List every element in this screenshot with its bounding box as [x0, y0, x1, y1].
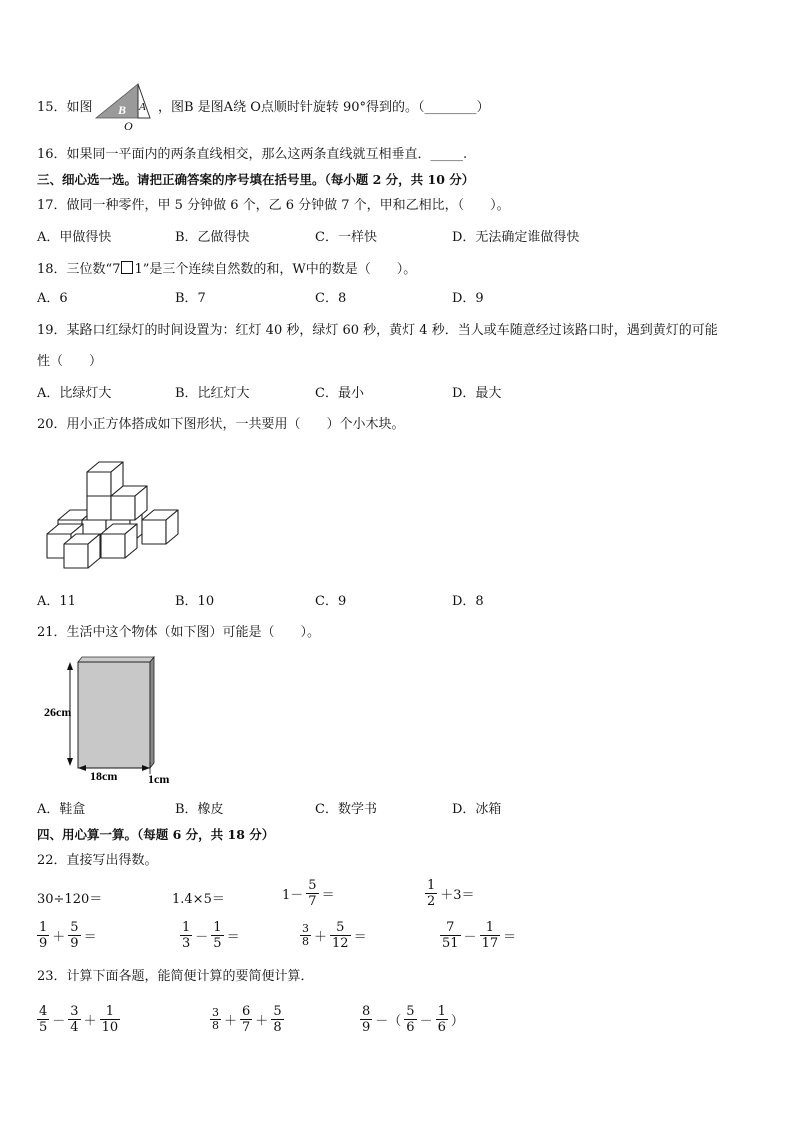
- q21-option-b[interactable]: B．橡皮: [175, 802, 224, 817]
- cube: [64, 534, 100, 568]
- book-spine: [150, 657, 154, 768]
- q20-option-b[interactable]: B．10: [175, 594, 215, 609]
- fraction: $\frac{8}{9}$: [362, 1004, 371, 1035]
- fraction: $\frac{1}{10}$: [101, 1004, 119, 1035]
- q23-calc-2: $\frac{3}{8}$ ＋ $\frac{6}{7}$ ＋ $\frac{5}{8}$: [212, 1004, 282, 1035]
- section-4-heading: 四、用心算一算。（每题 6 分，共 18 分）: [37, 827, 275, 842]
- fraction: $\frac{3}{8}$: [212, 1006, 219, 1032]
- fraction: $\frac{3}{8}$: [302, 922, 309, 948]
- q23-calc-1: $\frac{4}{5}$ － $\frac{3}{4}$ ＋ $\frac{1}{10}$: [39, 1004, 119, 1035]
- q21-option-a[interactable]: A．鞋盒: [37, 802, 86, 817]
- q22-expr-8: $\frac{7}{51}$ － $\frac{1}{17}$ ＝: [442, 920, 517, 951]
- q22-expr-3: [282, 878, 335, 909]
- q17-option-a[interactable]: A．甲做得快: [37, 230, 112, 245]
- q23-calc-3: $\frac{8}{9}$ －（ $\frac{5}{6}$ － $\frac{1}{6}$ ）: [362, 1004, 464, 1035]
- q19-option-d[interactable]: D．最大: [452, 386, 502, 401]
- section-3-heading: 三、细心选一选。请把正确答案的序号填在括号里。（每小题 2 分，共 10 分）: [37, 172, 475, 187]
- q23-text: 23．计算下面各题，能简便计算的要简便计算．: [37, 969, 314, 984]
- fraction: $\frac{6}{7}$: [242, 1004, 251, 1035]
- q21-text: 21．生活中这个物体（如下图）可能是（ ）。: [37, 625, 321, 640]
- fraction: $\frac{7}{51}$: [442, 920, 459, 951]
- q18-option-a[interactable]: A．6: [37, 291, 68, 306]
- fraction: $\frac{1}{3}$: [182, 920, 191, 951]
- label-o: O: [124, 119, 133, 132]
- q18-text: [37, 261, 416, 279]
- label-b: B: [118, 103, 127, 117]
- fraction: $\frac{5}{6}$: [406, 1004, 415, 1035]
- fraction: $\frac{4}{5}$: [39, 1004, 48, 1035]
- q22-expr-6: $\frac{1}{3}$ － $\frac{1}{5}$ ＝: [182, 920, 240, 951]
- missing-digit-box: [121, 261, 133, 274]
- rotation-figure: [94, 80, 156, 132]
- fraction: $\frac{1}{5}$: [213, 920, 222, 951]
- q22-expr-1: [37, 888, 102, 907]
- cube: [101, 524, 137, 558]
- triangle-b: [96, 84, 138, 118]
- q19-line1: 19．某路口红绿灯的时间设置为：红灯 40 秒，绿灯 60 秒，黄灯 4 秒．当人或车随意经过该路口时，遇到黄灯的可能: [37, 323, 718, 338]
- cube: [87, 462, 123, 496]
- q17-option-d[interactable]: D．无法确定谁做得快: [452, 230, 580, 245]
- q21-option-d[interactable]: D．冰箱: [452, 802, 502, 817]
- q18-text-b: 1”是三个连续自然数的和，W中的数是（ ）。: [134, 262, 417, 277]
- q19-option-b[interactable]: B．比红灯大: [175, 386, 250, 401]
- q15-text: ，图B 是图A绕 O点顺时针旋转 90°得到的。（________）: [158, 100, 490, 115]
- q16: [37, 146, 467, 164]
- q18-text-a: 18．三位数“7: [37, 262, 121, 277]
- fraction: $\frac{1}{17}$: [481, 920, 499, 951]
- width-label: 18cm: [90, 769, 118, 783]
- q18-option-b[interactable]: B．7: [175, 291, 206, 306]
- fraction: $\frac{5}{8}$: [273, 1004, 282, 1035]
- expr-text: ＝: [321, 888, 335, 903]
- fraction: $\frac{1}{2}$: [427, 878, 436, 909]
- q20-option-a[interactable]: A．11: [37, 594, 76, 609]
- fraction: $\frac{5}{9}$: [70, 920, 79, 951]
- depth-label: 1cm: [148, 772, 170, 786]
- q16-text: 16．如果同一平面内的两条直线相交，那么这两条直线就互相垂直．: [37, 147, 431, 162]
- q18-option-d[interactable]: D．9: [452, 291, 484, 306]
- q16-end: .: [463, 147, 468, 162]
- q22-text: 22．直接写出得数。: [37, 853, 158, 868]
- q16-blank[interactable]: _____: [430, 147, 464, 162]
- q22-expr-5: $\frac{1}{9}$ ＋ $\frac{5}{9}$ ＝: [39, 920, 97, 951]
- q21-option-c[interactable]: C．数学书: [315, 802, 377, 817]
- q15-number: 15．如图: [37, 100, 93, 115]
- q17-option-b[interactable]: B．乙做得快: [175, 230, 250, 245]
- q19-option-a[interactable]: A．比绿灯大: [37, 386, 112, 401]
- height-label: 26cm: [44, 705, 72, 719]
- expr-text: 1－: [282, 888, 304, 903]
- q17-option-c[interactable]: C．一样快: [315, 230, 377, 245]
- fraction: $\frac{1}{9}$: [39, 920, 48, 951]
- q20-text: 20．用小正方体搭成如下图形状，一共要用（ ）个小木块。: [37, 417, 405, 432]
- q22-expr-2: [172, 888, 225, 907]
- q22-expr-7: $\frac{3}{8}$ ＋ $\frac{5}{12}$ ＝: [302, 920, 367, 951]
- expr-text: 1.4×5＝: [172, 892, 225, 907]
- book-figure: [40, 652, 190, 788]
- fraction: $\frac{5}{12}$: [332, 920, 349, 951]
- label-a: A: [139, 101, 146, 113]
- cube: [142, 510, 178, 544]
- q19-option-c[interactable]: C．最小: [315, 386, 364, 401]
- cube-stack-figure: [44, 452, 184, 574]
- q17-text: 17．做同一种零件，甲 5 分钟做 6 个，乙 6 分钟做 7 个，甲和乙相比，（ ）。: [37, 198, 510, 213]
- fraction: $\frac{3}{4}$: [70, 1004, 79, 1035]
- q22-expr-4: [425, 878, 475, 909]
- q20-option-d[interactable]: D．8: [452, 594, 484, 609]
- book-cover: [78, 662, 150, 768]
- expr-text: ＋3＝: [440, 888, 475, 903]
- q19-line2: 性（ ）: [37, 354, 103, 369]
- q18-option-c[interactable]: C．8: [315, 291, 347, 306]
- fraction: $\frac{1}{6}$: [437, 1004, 446, 1035]
- book-top-edge: [78, 657, 154, 662]
- expr-text: 30÷120＝: [37, 892, 103, 907]
- fraction: $\frac{5}{7}$: [308, 878, 317, 909]
- q20-option-c[interactable]: C．9: [315, 594, 347, 609]
